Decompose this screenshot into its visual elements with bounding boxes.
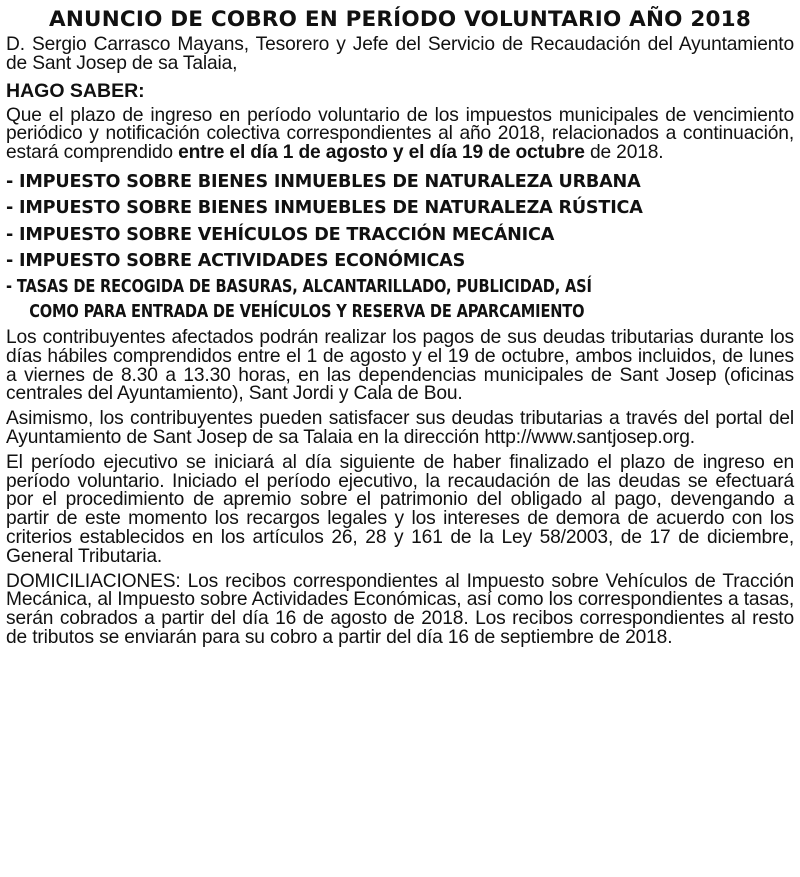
- plazo-paragraph: [6, 104, 794, 164]
- domiciliaciones-paragraph: DOMICILIACIONES: Los recibos correspondientes al Impuesto sobre Vehículos de Tracción Mecánica, al Impuesto sobre Actividades Económicas, así como los correspondientes a tasas, serán cobrados a partir del día 16 de agosto de 2018. Los recibos correspondientes al resto de tributos se enviarán para su cobro a partir del día 16 de septiembre de 2018.: [6, 570, 794, 648]
- tax-item-ibi-urbana: - IMPUESTO SOBRE BIENES INMUEBLES DE NATURALEZA URBANA: [6, 171, 641, 192]
- hago-saber-heading: HAGO SABER:: [6, 79, 145, 102]
- tax-item-vehiculos: - IMPUESTO SOBRE VEHÍCULOS DE TRACCIÓN MECÁNICA: [6, 224, 555, 245]
- tax-item-actividades: - IMPUESTO SOBRE ACTIVIDADES ECONÓMICAS: [6, 251, 466, 272]
- tax-item-tasas-line1: - TASAS DE RECOGIDA DE BASURAS, ALCANTARILLADO, PUBLICIDAD, ASÍ: [6, 276, 592, 297]
- plazo-text-after: de 2018.: [584, 142, 664, 164]
- tax-item-ibi-rustica: - IMPUESTO SOBRE BIENES INMUEBLES DE NATURALEZA RÚSTICA: [6, 198, 643, 219]
- executive-period-paragraph: El período ejecutivo se iniciará al día siguiente de haber finalizado el plazo de ingreso en período voluntario. Iniciado el período ejecutivo, la recaudación de las deudas se efectuará por el procedimiento de apremio sobre el patrimonio del obligado al pago, devengando a partir de este momento los recargos legales y los intereses de demora de acuerdo con los criterios establecidos en los artículos 26, 28 y 161 de la Ley 58/2003, de 17 de diciembre, General Tributaria.: [6, 451, 794, 567]
- tax-list: [6, 169, 794, 325]
- plazo-text-before: Que el plazo de ingreso en período voluntario de los impuestos municipales de vencimiento periódico y notificación colectiva correspondientes al año 2018, relacionados a continuación, estará comprendido: [6, 104, 794, 164]
- plazo-dates: entre el día 1 de agosto y el día 19 de octubre: [178, 142, 585, 164]
- notice-title: ANUNCIO DE COBRO EN PERÍODO VOLUNTARIO AÑO 2018: [49, 7, 751, 32]
- tax-item-tasas-line2: COMO PARA ENTRADA DE VEHÍCULOS Y RESERVA DE APARCAMIENTO: [29, 301, 585, 322]
- payment-locations-paragraph: Los contribuyentes afectados podrán realizar los pagos de sus deudas tributarias durante los días hábiles comprendidos entre el 1 de agosto y el 19 de octubre, ambos incluidos, de lunes a viernes de 8.30 a 13.30 horas, en las dependencias municipales de Sant Josep (oficinas centrales del Ayuntamiento), Sant Jordi y Cala de Bou.: [6, 326, 794, 405]
- intro-paragraph: D. Sergio Carrasco Mayans, Tesorero y Jefe del Servicio de Recaudación del Ayuntamiento de Sant Josep de sa Talaia,: [6, 34, 794, 74]
- online-payment-paragraph: Asimismo, los contribuyentes pueden satisfacer sus deudas tributarias a través del portal del Ayuntamiento de Sant Josep de sa Talaia en la dirección http://www.santjosep.org.: [6, 408, 794, 448]
